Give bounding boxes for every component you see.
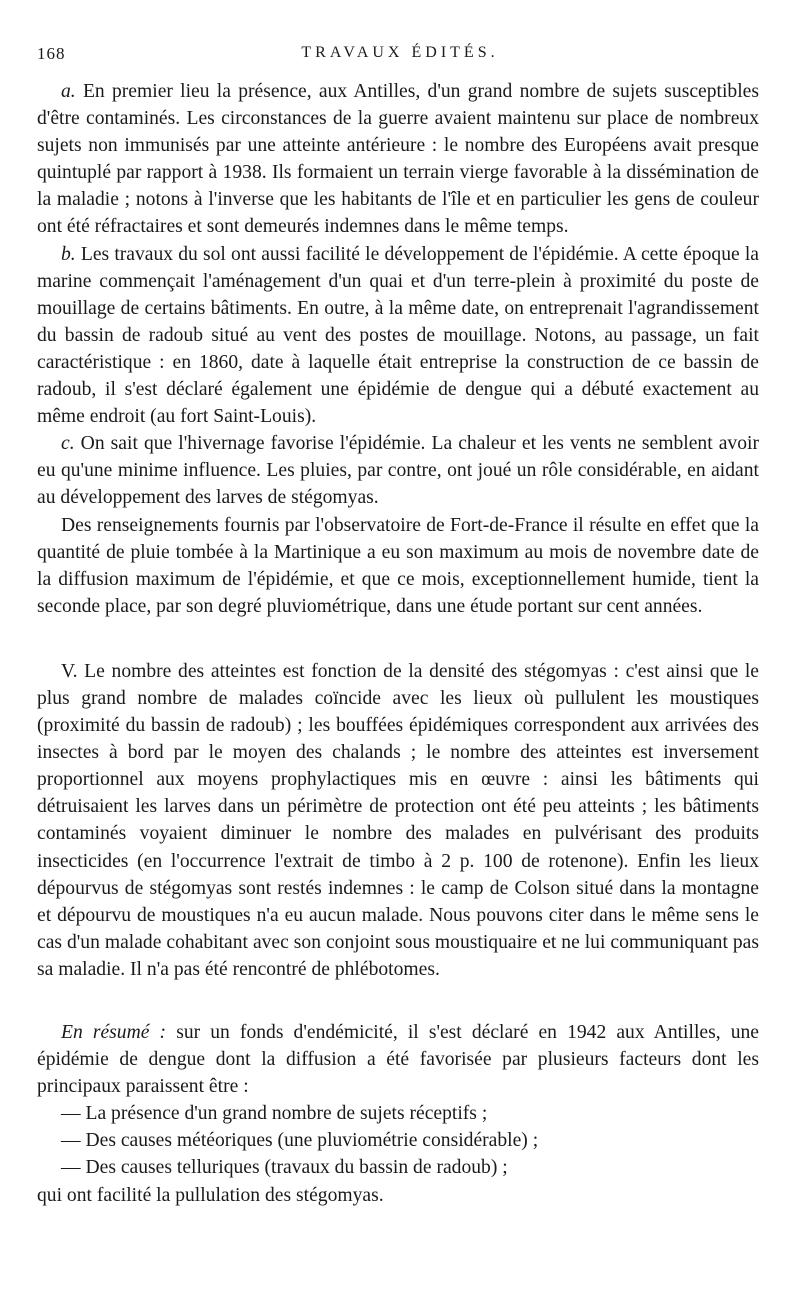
page-number: 168 <box>37 44 66 63</box>
running-title: TRAVAUX ÉDITÉS. <box>301 44 499 61</box>
list-item: — La présence d'un grand nombre de sujets réceptifs ; <box>61 1103 488 1125</box>
list-item: — Des causes telluriques (travaux du bassin de radoub) ; <box>61 1157 508 1179</box>
closing-line: qui ont facilité la pullulation des stégomyas. <box>37 1184 384 1206</box>
list-item: — Des causes météoriques (une pluviométrie considérable) ; <box>61 1130 539 1152</box>
paragraph-c-marker: c. <box>61 433 75 455</box>
page-header <box>37 44 763 66</box>
paragraph-b-marker: b. <box>61 243 76 265</box>
paragraph-a-text: En premier lieu la présence, aux Antilles, d'un grand nombre de sujets susceptibles d'être contaminés. Les circonstances de la guerre avaient maintenu sur place de nombreux sujets non immunisés par une atteinte antérieure : le nombre des Européens avait presque quintuplé par rapport à 1938. Ils formaient un terrain vierge favorable à la dissémination de la maladie ; notons à l'inverse que les habitants de l'île et en particulier les gens de couleur ont été réfractaires et sont demeurés indemnes dans le même temps. <box>37 81 759 238</box>
paragraph-c-continued: Des renseignements fournis par l'observatoire de Fort-de-France il résulte en effet que la quantité de pluie tombée à la Martinique a eu son maximum au mois de novembre date de la diffusion maximum de l'épidémie, et que ce mois, exceptionnellement humide, tient la seconde place, par son degré pluviométrique, dans une étude portant sur cent années. <box>37 514 759 617</box>
summary-text: sur un fonds d'endémicité, il s'est déclaré en 1942 aux Antilles, une épidémie de dengue dont la diffusion a été favorisée par plusieurs facteurs dont les principaux paraissent être : <box>37 1022 759 1098</box>
body-text <box>37 78 759 1209</box>
section-v-paragraph: V. Le nombre des atteintes est fonction de la densité des stégomyas : c'est ainsi que le plus grand nombre de malades coïncide avec les lieux où pullulent les moustiques (proximité du bassin de radoub) ; les bouffées épidémiques correspondent aux arrivées des insectes à bord par le moyen des chalands ; le nombre des atteintes est inversement proportionnel aux moyens prophylactiques mis en œuvre : ainsi les bâtiments qui détruisaient les larves dans un périmètre de protection ont été peu atteints ; les bâtiments contaminés voyaient diminuer le nombre des malades en pulvérisant des produits insecticides (en l'occurrence l'extrait de timbo à 2 p. 100 de rotenone). Enfin les lieux dépourvus de stégomyas sont restés indemnes : le camp de Colson situé dans la montagne et dépourvu de moustiques n'a eu aucun malade. Nous pouvons citer dans le même sens le cas d'un malade cohabitant avec son conjoint sous moustiquaire et ne lui communiquant pas sa maladie. Il n'a pas été rencontré de phlébotomes. <box>37 660 759 980</box>
paragraph-b <box>37 241 759 431</box>
paragraph-a <box>37 78 759 241</box>
paragraph-a-marker: a. <box>61 81 76 102</box>
summary-paragraph <box>37 1019 759 1100</box>
paragraph-c-text: On sait que l'hivernage favorise l'épidémie. La chaleur et les vents ne semblent avoir eu qu'une minime influence. Les pluies, par contre, ont joué un rôle considérable, en aidant au développement des larves de stégomyas. <box>37 433 759 509</box>
paragraph-c <box>37 430 759 511</box>
summary-lead: En résumé : <box>61 1022 167 1043</box>
paragraph-b-text: Les travaux du sol ont aussi facilité le développement de l'épidémie. A cette époque la marine commençait l'aménagement d'un quai et d'un terre-plein à proximité du poste de mouillage de certains bâtiments. En outre, à la même date, on entreprenait l'agrandissement du bassin de radoub situé au vent des postes de mouillage. Notons, au passage, un fait caractéristique : en 1860, date à laquelle était entreprise la construction de ce bassin de radoub, il s'est déclaré également une épidémie de dengue qui a débuté exactement au même endroit (au fort Saint-Louis). <box>37 243 759 428</box>
